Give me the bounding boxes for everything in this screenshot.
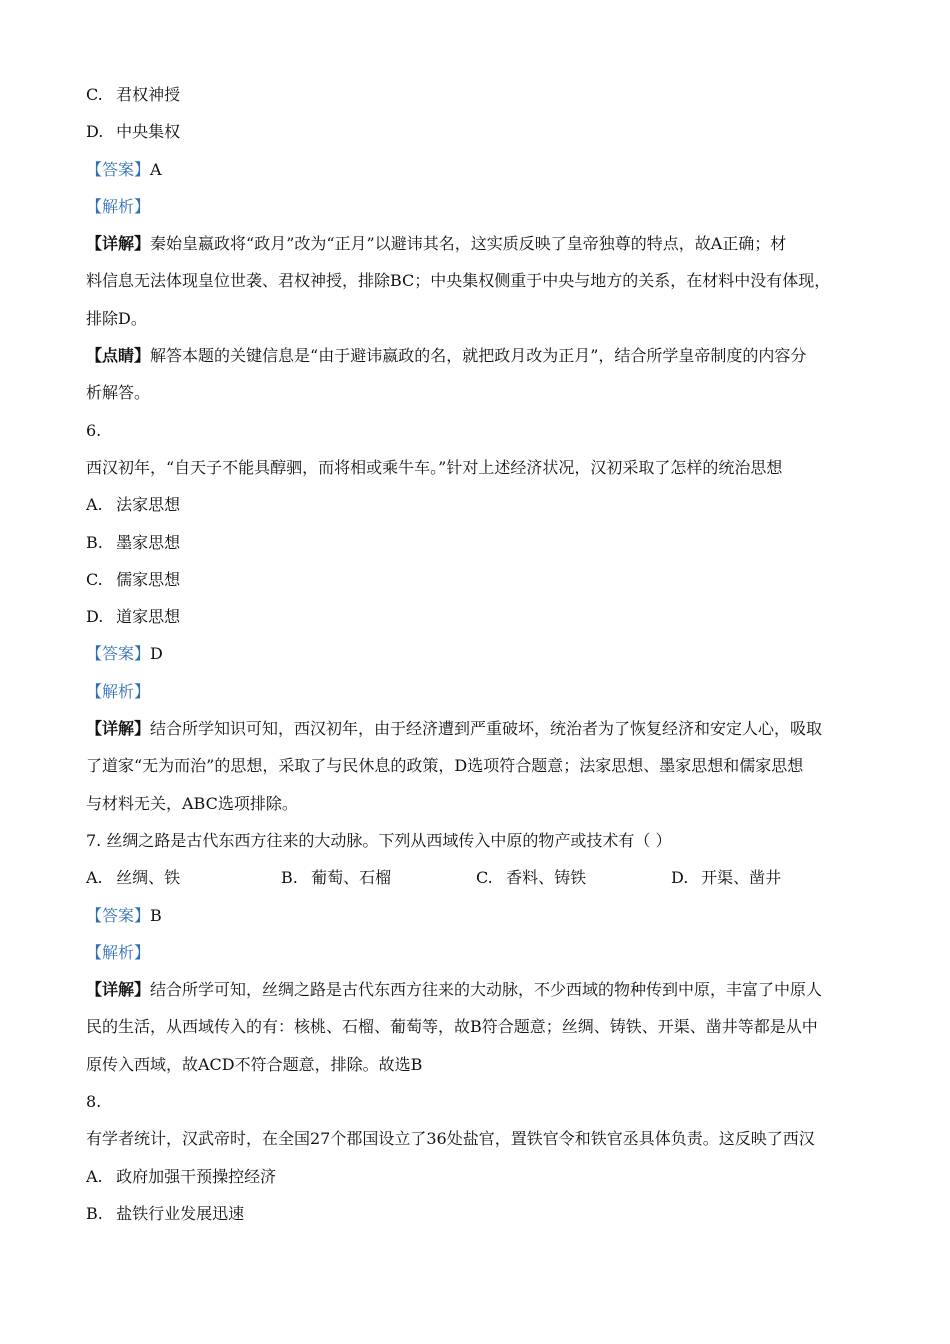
q6-detail-line-2: 了道家“无为而治”的思想，采取了与民休息的政策，D选项符合题意；法家思想、墨家思想和儒家思想: [86, 756, 804, 776]
answer-value: A: [150, 159, 162, 179]
q5-detail-line-2: 料信息无法体现皇位世袭、君权神授，排除BC；中央集权侧重于中央与地方的关系，在材料中没有体现，: [86, 271, 831, 291]
q6-detail-line-1: [86, 710, 866, 747]
option-text: 丝绸、铁: [116, 868, 181, 888]
option-text: 中央集权: [116, 122, 181, 142]
q5-comment-line-1: [86, 337, 866, 374]
option-text: 法家思想: [116, 495, 181, 515]
option-letter: A.: [86, 868, 103, 888]
q6-option-d: [86, 598, 866, 635]
comment-tag: 【点睛】: [86, 346, 151, 366]
option-letter: C.: [86, 569, 103, 589]
q6-number: 6.: [86, 420, 102, 440]
option-text: 政府加强干预操控经济: [116, 1166, 277, 1186]
q6-detail-line-3: 与材料无关，ABC选项排除。: [86, 793, 298, 813]
analysis-tag: 【解析】: [86, 942, 151, 962]
q7-option-b: [281, 859, 476, 896]
analysis-tag: 【解析】: [86, 196, 151, 216]
q7-option-a: [86, 859, 281, 896]
q7-answer: [86, 897, 866, 934]
document-page: [86, 76, 866, 1232]
q8-stem: 有学者统计，汉武帝时，在全国27个郡国设立了36处盐官，置铁官令和铁官丞具体负责。这反映了西汉: [86, 1129, 815, 1149]
comment-text: 解答本题的关键信息是“由于避讳嬴政的名，就把政月改为正月”，结合所学皇帝制度的内容分: [150, 346, 807, 366]
analysis-tag: 【解析】: [86, 681, 151, 701]
q6-option-b: [86, 524, 866, 561]
q6-option-c: [86, 561, 866, 598]
answer-tag: 【答案】: [86, 905, 151, 925]
q5-option-d: [86, 113, 866, 150]
option-text: 盐铁行业发展迅速: [116, 1203, 245, 1223]
detail-text: 秦始皇嬴政将“政月”改为“正月”以避讳其名，这实质反映了皇帝独尊的特点，故A正确；材: [150, 234, 787, 254]
option-letter: B.: [281, 868, 298, 888]
option-letter: C.: [476, 868, 493, 888]
q7-detail-line-3: 原传入西域，故ACD不符合题意，排除。故选B: [86, 1054, 423, 1074]
detail-text: 结合所学可知，丝绸之路是古代东西方往来的大动脉，不少西域的物种传到中原，丰富了中原人: [150, 980, 823, 1000]
detail-tag: 【详解】: [86, 719, 151, 739]
q7-stem: 7. 丝绸之路是古代东西方往来的大动脉。下列从西域传入中原的物产或技术有（ ）: [86, 830, 672, 850]
answer-tag: 【答案】: [86, 159, 151, 179]
q5-detail-line-3: 排除D。: [86, 308, 147, 328]
option-text: 君权神授: [116, 85, 181, 104]
option-text: 葡萄、石榴: [311, 868, 392, 888]
q7-detail-line-1: [86, 971, 866, 1008]
option-letter: B.: [86, 1203, 103, 1223]
q6-stem: 西汉初年，“自天子不能具醇驷，而将相或乘牛车。”针对上述经济状况，汉初采取了怎样的统治思想: [86, 457, 783, 477]
q7-option-d: [671, 859, 866, 896]
q6-option-a: [86, 486, 866, 523]
option-text: 道家思想: [116, 607, 181, 627]
option-letter: D.: [86, 122, 104, 142]
option-letter: C.: [86, 85, 103, 104]
q5-option-c: [86, 76, 866, 113]
q8-option-a: [86, 1158, 866, 1195]
q8-number: 8.: [86, 1092, 102, 1112]
option-letter: A.: [86, 1166, 103, 1186]
q7-analysis-heading: [86, 934, 866, 971]
q6-answer: [86, 635, 866, 672]
answer-value: D: [150, 644, 163, 664]
q8-option-b: [86, 1195, 866, 1232]
q7-option-c: [476, 859, 671, 896]
option-letter: D.: [86, 607, 104, 627]
option-text: 墨家思想: [116, 532, 181, 552]
option-text: 儒家思想: [116, 569, 181, 589]
q5-comment-line-2: 析解答。: [86, 383, 151, 403]
q5-answer: [86, 151, 866, 188]
option-text: 香料、铸铁: [506, 868, 587, 888]
option-text: 开渠、凿井: [701, 868, 782, 888]
answer-tag: 【答案】: [86, 644, 151, 664]
q6-analysis-heading: [86, 673, 866, 710]
q7-detail-line-2: 民的生活，从西域传入的有：核桃、石榴、葡萄等，故B符合题意；丝绸、铸铁、开渠、凿井等都是从中: [86, 1017, 818, 1037]
detail-tag: 【详解】: [86, 234, 151, 254]
detail-text: 结合所学知识可知，西汉初年，由于经济遭到严重破坏，统治者为了恢复经济和安定人心，吸取: [150, 719, 823, 739]
option-letter: D.: [671, 868, 689, 888]
option-letter: A.: [86, 495, 103, 515]
option-letter: B.: [86, 532, 103, 552]
answer-value: B: [150, 905, 162, 925]
q5-analysis-heading: [86, 188, 866, 225]
detail-tag: 【详解】: [86, 980, 151, 1000]
q5-detail-line-1: [86, 225, 866, 262]
q7-options-row: [86, 859, 866, 896]
